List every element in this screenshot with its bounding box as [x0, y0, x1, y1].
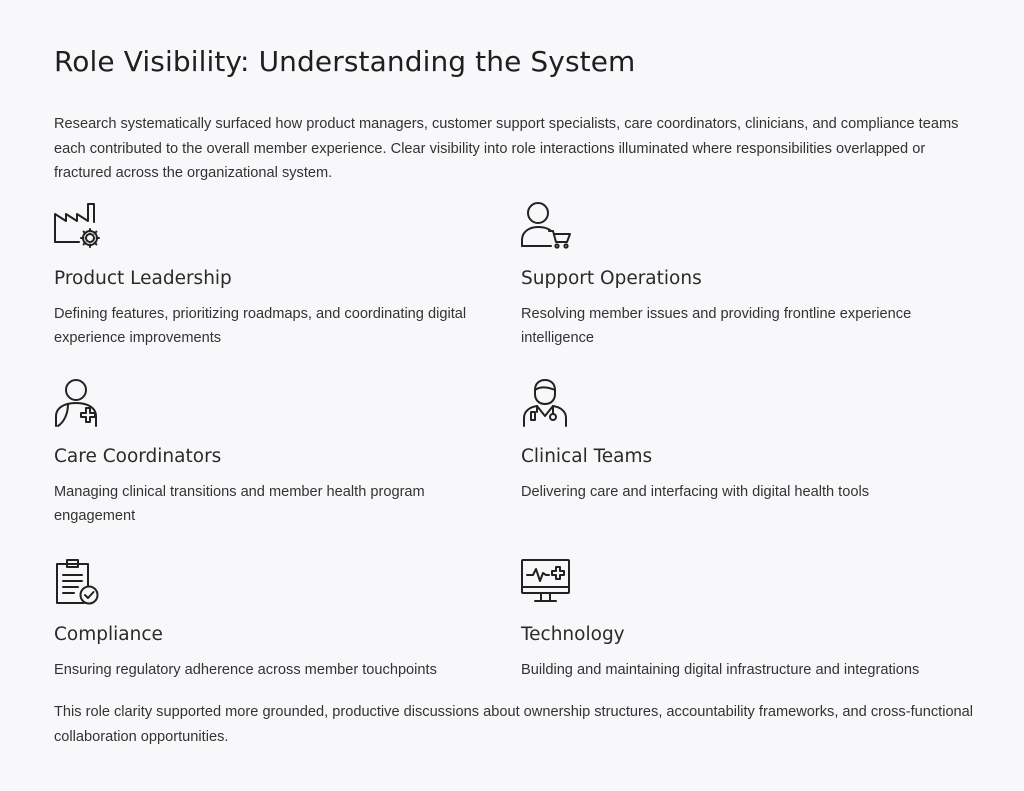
- page-title: Role Visibility: Understanding the System: [54, 45, 636, 78]
- outro-paragraph: This role clarity supported more grounded, productive discussions about ownership structures, accountability frameworks, and cross-functional collaboration opportunities.: [54, 704, 974, 745]
- role-card-support-operations: [521, 200, 971, 346]
- role-description: Delivering care and interfacing with digital health tools: [521, 484, 870, 500]
- role-name: Support Operations: [521, 268, 702, 289]
- role-description: Building and maintaining digital infrastructure and integrations: [521, 662, 920, 678]
- role-card-product-leadership: [54, 200, 504, 346]
- person-medical-cross-icon: [54, 378, 106, 430]
- role-description: Defining features, prioritizing roadmaps, and coordinating digital experience improvements: [54, 306, 467, 346]
- role-name: Compliance: [54, 624, 163, 645]
- intro-paragraph: Research systematically surfaced how product managers, customer support specialists, care coordinators, clinicians, and compliance teams each contributed to the overall member experience. Clear visibility into role interactions illuminated where responsibilities overlapped or fractured across the organizational system.: [54, 116, 959, 181]
- person-cart-icon: [521, 200, 573, 252]
- role-name: Technology: [521, 624, 625, 645]
- role-description: Resolving member issues and providing frontline experience intelligence: [521, 306, 912, 346]
- role-description: Managing clinical transitions and member health program engagement: [54, 484, 425, 524]
- role-card-compliance: [54, 556, 504, 678]
- monitor-heartbeat-icon: [521, 556, 573, 608]
- role-name: Product Leadership: [54, 268, 232, 289]
- doctor-stethoscope-icon: [521, 378, 573, 430]
- role-card-technology: [521, 556, 971, 678]
- clipboard-check-icon: [54, 556, 106, 608]
- role-card-clinical-teams: [521, 378, 971, 500]
- role-name: Clinical Teams: [521, 446, 653, 467]
- role-card-care-coordinators: [54, 378, 504, 524]
- factory-gear-icon: [54, 200, 106, 252]
- role-name: Care Coordinators: [54, 446, 222, 467]
- role-description: Ensuring regulatory adherence across member touchpoints: [54, 662, 437, 678]
